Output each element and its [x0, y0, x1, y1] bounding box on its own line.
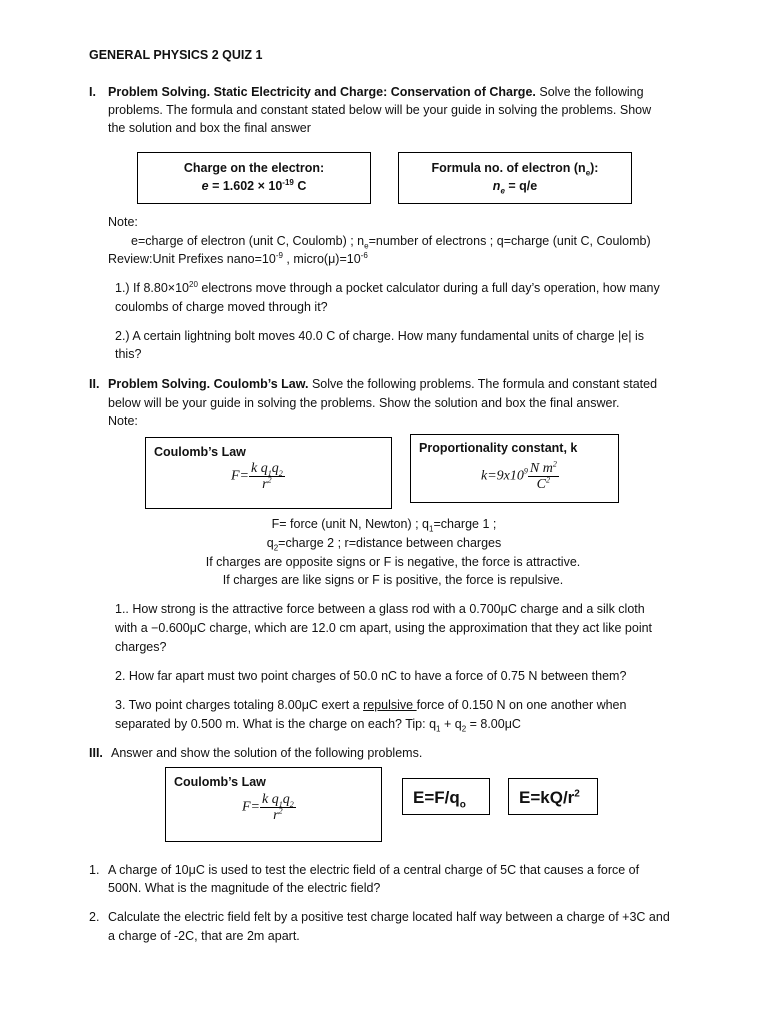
- section-1-question-2-line1: 2.) A certain lightning bolt moves 40.0 C of charge. How many fundamental units of charge |e| is: [115, 329, 645, 343]
- section-1-intro-rest: Solve the following: [539, 85, 644, 99]
- proportionality-constant-box: [410, 434, 619, 503]
- section-3-question-1-line1: A charge of 10μC is used to test the electric field of a central charge of 5C that causes a force of: [108, 863, 640, 877]
- section-2-intro-line2: below will be your guide in solving the problems. Show the solution and box the final answer.: [108, 396, 620, 410]
- section-2-question-1-line1: 1.. How strong is the attractive force between a glass rod with a 0.700μC charge and a silk cloth: [115, 602, 645, 616]
- section-2-question-1-line3: charges?: [115, 640, 167, 654]
- electron-charge-value: $e = 1.602 \times 10^{-19}$ C: [201, 177, 307, 193]
- section-1-question-1-line1: 1.) If $8.80\times 10^{20}$ electrons move through a pocket calculator during a full day’s operation, how many: [115, 279, 660, 295]
- section-3-numeral: III.: [89, 746, 103, 760]
- section-3-intro: Answer and show the solution of the following problems.: [111, 746, 423, 760]
- electron-charge-title: Charge on the electron:: [183, 161, 325, 175]
- electron-charge-box: [137, 152, 371, 204]
- coulombs-law-title: Coulomb’s Law: [154, 445, 246, 459]
- section-1-heading: Problem Solving. Static Electricity and Charge: Conservation of Charge.: [108, 85, 536, 99]
- section-2-note-line3: If charges are opposite signs or F is negative, the force is attractive.: [205, 555, 581, 569]
- section-1-question-1-line2: coulombs of charge moved through it?: [115, 300, 328, 314]
- section-2-heading: Problem Solving. Coulomb’s Law.: [108, 377, 309, 391]
- section-1-note-line1: e=charge of electron (unit C, Coulomb) ; $n_e=number$ of electrons ; q=charge (unit C, Coulomb): [131, 234, 651, 251]
- proportionality-constant-title: Proportionality constant, k: [419, 441, 578, 455]
- section-1-numeral: I.: [89, 85, 96, 99]
- section-3-question-1-line2: 500N. What is the magnitude of the electric field?: [108, 881, 381, 895]
- section-2-note-line4: If charges are like signs or F is positive, the force is repulsive.: [222, 573, 564, 587]
- section-1-intro-line2: problems. The formula and constant stated below will be your guide in solving the problems. Show: [108, 103, 652, 117]
- section-1-note-label: Note:: [108, 215, 138, 229]
- section-2-question-3-line2: separated by 0.500 m. What is the charge on each? Tip: $q_1 + q_2 = 8.00\mu C$: [115, 717, 521, 734]
- section-2-note-line2: $q_2=charge$ 2 ; r=distance between charges: [266, 536, 502, 553]
- quiz-title: GENERAL PHYSICS 2 QUIZ 1: [89, 48, 263, 62]
- section-1-intro-line3: the solution and box the final answer: [108, 121, 311, 135]
- electron-number-formula: $n_e = q/e$: [492, 179, 538, 196]
- section-2-question-1-line2: with a −0.600μC charge, which are 12.0 cm apart, using the approximation that they act like point: [115, 621, 653, 635]
- coulombs-law-formula: F= $\frac{k q_1q_2}{r^2}$: [231, 461, 283, 492]
- section-2-intro-line1: Problem Solving. Coulomb’s Law. Solve the following problems. The formula and constant stated: [108, 377, 658, 391]
- coulombs-law-title-2: Coulomb’s Law: [174, 775, 266, 789]
- section-1-question-2-line2: this?: [115, 347, 142, 361]
- electron-number-title: Formula no. of electron $(n_e)$:: [431, 161, 599, 178]
- section-2-note-line1: F= force (unit N, Newton) ; $q_1=charge$ 1 ;: [271, 517, 497, 534]
- section-1-review: Review:Unit Prefixes $nano=10^{-9}$ , $micro(\mu)=10^{-6}$: [108, 250, 368, 266]
- section-2-numeral: II.: [89, 377, 100, 391]
- section-2-question-3-line1: 3. Two point charges totaling 8.00μC exert a repulsive force of 0.150 N on one another when: [115, 698, 627, 712]
- section-2-question-2: 2. How far apart must two point charges of 50.0 nC to have a force of 0.75 N between them?: [115, 669, 627, 683]
- section-3-question-2-number: 2.: [89, 910, 100, 924]
- coulombs-law-formula-2: F= $\frac{k q_1q_2}{r^2}$: [242, 792, 294, 823]
- proportionality-constant-formula: $k=9x10^9$ $\frac{N m^2}{C^2}$: [481, 459, 557, 492]
- electron-number-formula-box: [398, 152, 632, 204]
- electric-field-point-charge-formula-box: $E=kQ/r^2$: [508, 778, 598, 815]
- section-2-note-label: Note:: [108, 414, 138, 428]
- section-3-question-2-line1: Calculate the electric field felt by a positive test charge located half way between a charge of +3C and: [108, 910, 670, 924]
- electric-field-force-formula-box: $E=F/q_o$: [402, 778, 490, 815]
- coulombs-law-box-2: [165, 767, 382, 842]
- coulombs-law-box: [145, 437, 392, 509]
- section-1-intro-line1: [108, 83, 644, 101]
- section-3-question-2-line2: a charge of -2C, that are 2m apart.: [108, 929, 300, 943]
- section-3-question-1-number: 1.: [89, 863, 100, 877]
